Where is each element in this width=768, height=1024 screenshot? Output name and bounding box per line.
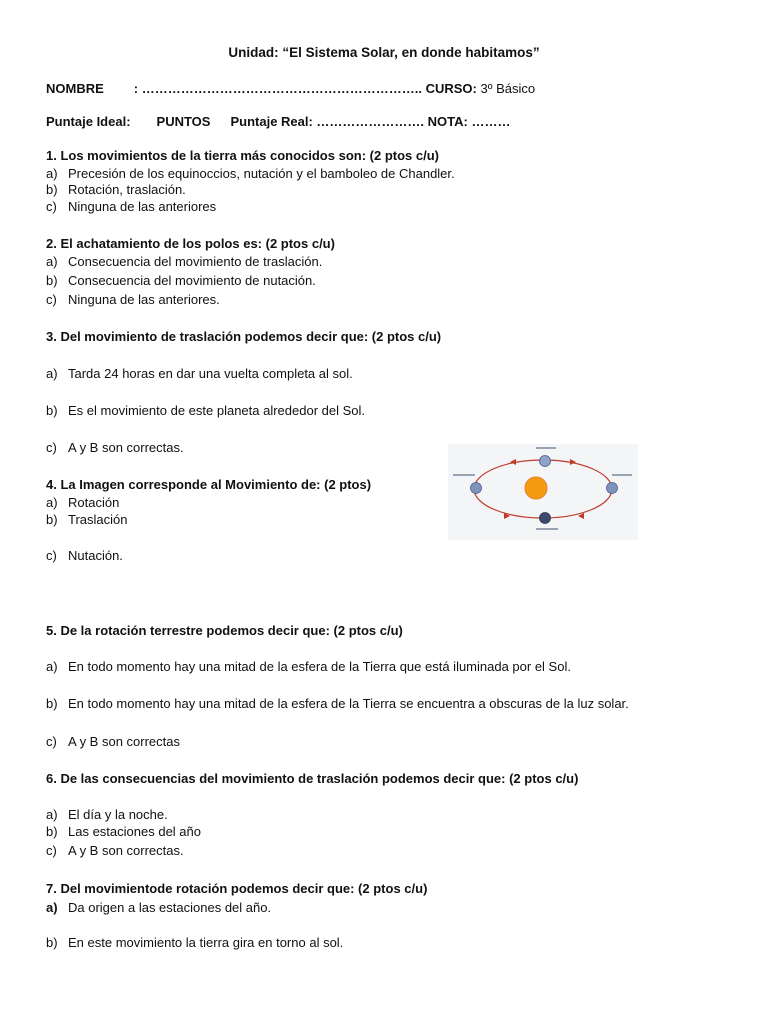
q4-option-b: b) Traslación <box>46 512 128 527</box>
q7-option-b: b) En este movimiento la tierra gira en torno al sol. <box>46 935 344 950</box>
q6-option-c: c) A y B son correctas. <box>46 843 184 858</box>
curso-value: 3º Básico <box>480 81 536 96</box>
question-3: 3. Del movimiento de traslación podemos decir que: (2 ptos c/u) <box>46 329 442 344</box>
question-7: 7. Del movimientode rotación podemos decir que: (2 ptos c/u) <box>46 881 428 896</box>
q5-option-b: b) En todo momento hay una mitad de la esfera de la Tierra se encuentra a obscuras de la luz solar. <box>46 696 629 711</box>
earth-icon <box>607 483 618 494</box>
puntaje-ideal-label: Puntaje Ideal: <box>46 114 131 129</box>
q1-option-a: a) Precesión de los equinoccios, nutación y el bamboleo de Chandler. <box>46 166 455 181</box>
q4-option-a: a) Rotación <box>46 495 120 510</box>
q1-option-b: b) Rotación, traslación. <box>46 182 186 197</box>
q3-option-c: c) A y B son correctas. <box>46 440 184 455</box>
puntaje-real-label: Puntaje Real: ……………………. <box>230 114 425 129</box>
puntaje-line <box>46 114 510 129</box>
orbit-diagram <box>448 444 638 540</box>
q2-option-a: a) Consecuencia del movimiento de traslación. <box>46 254 323 269</box>
question-1: 1. Los movimientos de la tierra más conocidos son: (2 ptos c/u) <box>46 148 439 163</box>
nota-label: NOTA: ……… <box>427 114 511 129</box>
earth-icon <box>540 456 551 467</box>
nombre-label: NOMBRE <box>46 81 104 96</box>
question-5: 5. De la rotación terrestre podemos decir que: (2 ptos c/u) <box>46 623 403 638</box>
q3-option-a: a) Tarda 24 horas en dar una vuelta completa al sol. <box>46 366 353 381</box>
earth-icon <box>471 483 482 494</box>
nombre-line <box>46 81 535 96</box>
diagram-label-mark <box>453 474 475 476</box>
diagram-label-mark <box>536 528 558 530</box>
diagram-label-mark <box>536 447 556 449</box>
q5-option-a: a) En todo momento hay una mitad de la esfera de la Tierra que está iluminada por el Sol. <box>46 659 571 674</box>
q5-option-c: c) A y B son correctas <box>46 734 180 749</box>
q3-option-b: b) Es el movimiento de este planeta alrededor del Sol. <box>46 403 366 418</box>
sun-icon <box>525 477 547 499</box>
q6-option-b: b) Las estaciones del año <box>46 824 201 839</box>
q6-option-a: a) El día y la noche. <box>46 807 168 822</box>
nombre-field: : ……………………………………………………….. <box>133 81 422 96</box>
q2-option-c: c) Ninguna de las anteriores. <box>46 292 220 307</box>
question-6: 6. De las consecuencias del movimiento de traslación podemos decir que: (2 ptos c/u) <box>46 771 579 786</box>
question-4: 4. La Imagen corresponde al Movimiento de: (2 ptos) <box>46 477 372 492</box>
earth-icon <box>540 513 551 524</box>
curso-label: CURSO: <box>425 81 477 96</box>
q7-option-a: a) Da origen a las estaciones del año. <box>46 900 272 915</box>
q2-option-b: b) Consecuencia del movimiento de nutación. <box>46 273 316 288</box>
q1-option-c: c) Ninguna de las anteriores <box>46 199 217 214</box>
q4-option-c: c) Nutación. <box>46 548 123 563</box>
diagram-label-mark <box>612 474 632 476</box>
question-2: 2. El achatamiento de los polos es: (2 ptos c/u) <box>46 236 335 251</box>
page-title: Unidad: “El Sistema Solar, en donde habitamos” <box>228 45 540 60</box>
puntos-label: PUNTOS <box>156 114 211 129</box>
